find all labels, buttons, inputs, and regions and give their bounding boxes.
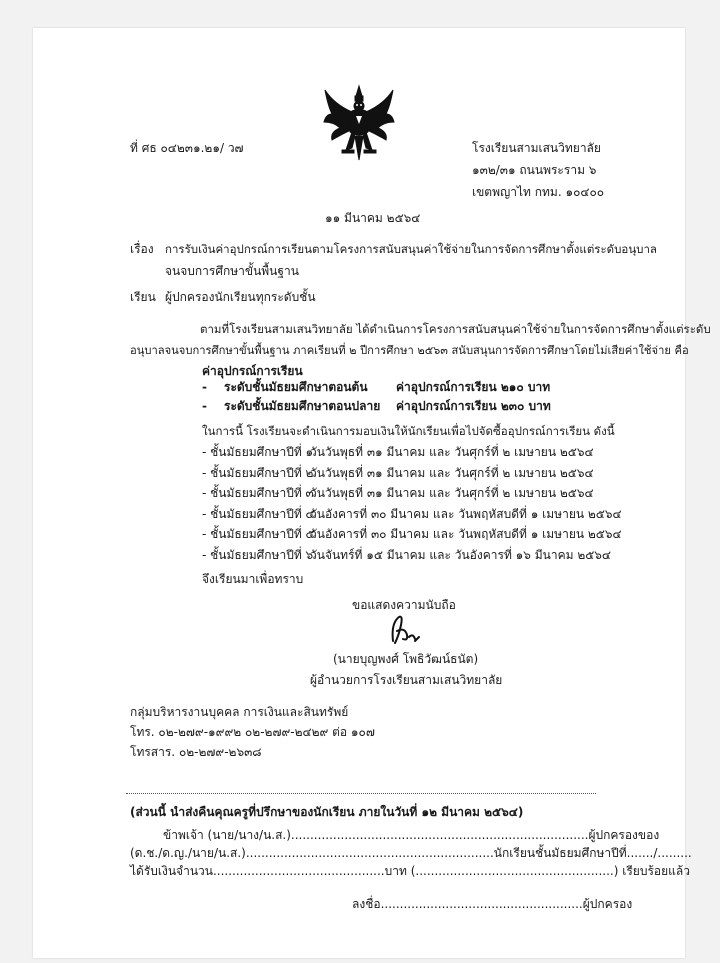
schedule-row <box>202 445 594 460</box>
reply-sign-line <box>352 897 632 912</box>
baht-label: บาท ( <box>384 864 416 878</box>
guardian-label: ผู้ปกครอง <box>582 897 633 911</box>
student-name-label: (ด.ช./ด.ญ./นาย/น.ส.) <box>130 846 246 860</box>
reference-number: ที่ ศธ ๐๔๒๓๑.๒๑/ ว๗ <box>130 141 244 155</box>
amount-label: ได้รับเงินจำนวน <box>130 864 213 878</box>
closing-line: จึงเรียนมาเพื่อทราบ <box>202 572 304 586</box>
schedule-grade: - ชั้นมัธยมศึกษาปีที่ ๔ <box>202 507 315 521</box>
recipient-label: เรียน <box>130 290 156 304</box>
subject-line-1: การรับเงินค่าอุปกรณ์การเรียนตามโครงการสนับสนุนค่าใช้จ่ายในการจัดการศึกษาตั้งแต่ระดับอนุบาล <box>165 242 657 256</box>
phone-number: โทร. ๐๒-๒๗๙-๑๙๙๒ ๐๒-๒๗๙-๒๔๒๙ ต่อ ๑๐๗ <box>130 725 375 739</box>
equipment-heading: ค่าอุปกรณ์การเรียน <box>202 364 303 378</box>
bullet: - <box>202 380 207 394</box>
schedule-row <box>202 486 594 501</box>
schedule-dates: วันจันทร์ที่ ๑๕ มีนาคม และ วันอังคารที่ ๑๖ มีนาคม ๒๕๖๔ <box>310 548 612 562</box>
level-amount: ค่าอุปกรณ์การเรียน ๒๓๐ บาท <box>396 399 551 413</box>
parent-of-label: ผู้ปกครองของ <box>588 828 660 842</box>
cut-line-divider <box>126 793 596 794</box>
document-date: ๑๑ มีนาคม ๒๕๖๔ <box>325 211 421 225</box>
equipment-row <box>202 399 551 414</box>
reply-line-2 <box>130 846 692 861</box>
reply-line-3 <box>130 864 690 879</box>
reply-line-1 <box>163 828 659 843</box>
schedule-row <box>202 507 622 522</box>
fax-number: โทรสาร. ๐๒-๒๗๙-๒๖๓๘ <box>130 745 262 759</box>
amount-text-field[interactable]: .................................................... <box>415 864 614 878</box>
reply-slip-heading: (ส่วนนี้ นำส่งคืนคุณครูที่ปรึกษาของนักเรียน ภายในวันที่ ๑๒ มีนาคม ๒๕๖๔) <box>130 805 524 819</box>
school-name: โรงเรียนสามเสนวิทยาลัย <box>472 141 601 155</box>
sign-field[interactable]: ..................................................... <box>380 897 583 911</box>
signer-position: ผู้อำนวยการโรงเรียนสามเสนวิทยาลัย <box>310 673 503 687</box>
schedule-grade: - ชั้นมัธยมศึกษาปีที่ ๑ <box>202 445 314 459</box>
level-name: ระดับชั้นมัธยมศึกษาตอนต้น <box>224 380 368 394</box>
parent-name-field[interactable]: .............................................................................. <box>290 828 589 842</box>
schedule-dates: วันอังคารที่ ๓๐ มีนาคม และ วันพฤหัสบดีที่ ๑ เมษายน ๒๕๖๔ <box>310 527 622 541</box>
grade-label: นักเรียนชั้นมัธยมศึกษาปีที่ <box>493 846 627 860</box>
schedule-grade: - ชั้นมัธยมศึกษาปีที่ ๓ <box>202 486 314 500</box>
schedule-intro: ในการนี้ โรงเรียนจะดำเนินการมอบเงินให้นักเรียนเพื่อไปจัดซื้ออุปกรณ์การเรียน ดังนี้ <box>202 424 615 438</box>
level-name: ระดับชั้นมัธยมศึกษาตอนปลาย <box>224 399 381 413</box>
amount-field[interactable]: ............................................. <box>212 864 385 878</box>
address-line-1: ๑๓๒/๓๑ ถนนพระราม ๖ <box>472 163 597 177</box>
equipment-row <box>202 380 550 395</box>
schedule-grade: - ชั้นมัธยมศึกษาปีที่ ๒ <box>202 466 314 480</box>
bullet: - <box>202 399 207 413</box>
parent-name-label: ข้าพเจ้า (นาย/นาง/น.ส.) <box>163 828 291 842</box>
regards-text: ขอแสดงความนับถือ <box>352 598 456 612</box>
schedule-grade: - ชั้นมัธยมศึกษาปีที่ ๖ <box>202 548 314 562</box>
student-name-field[interactable]: ................................................................. <box>245 846 494 860</box>
subject-label: เรื่อง <box>130 242 154 256</box>
schedule-row <box>202 548 611 563</box>
paragraph-line-1: ตามที่โรงเรียนสามเสนวิทยาลัย ได้ดำเนินการโครงการสนับสนุนค่าใช้จ่ายในการจัดการศึกษาตั้งแต่ระดับ <box>200 322 711 336</box>
schedule-dates: วันวันพุธที่ ๓๑ มีนาคม และ วันศุกร์ที่ ๒ เมษายน ๒๕๖๔ <box>310 445 594 459</box>
grade-field[interactable]: ......./......... <box>626 846 692 860</box>
schedule-dates: วันวันพุธที่ ๓๑ มีนาคม และ วันศุกร์ที่ ๒ เมษายน ๒๕๖๔ <box>310 486 594 500</box>
subject-line-2: จนจบการศึกษาขั้นพื้นฐาน <box>165 264 299 278</box>
schedule-dates: วันวันพุธที่ ๓๑ มีนาคม และ วันศุกร์ที่ ๒ เมษายน ๒๕๖๔ <box>310 466 594 480</box>
paragraph-line-2: อนุบาลจนจบการศึกษาขั้นพื้นฐาน ภาคเรียนที่ ๒ ปีการศึกษา ๒๕๖๓ สนับสนุนการจัดการศึกษาโดยไม่เสียค่าใช้จ่าย คือ <box>130 344 689 357</box>
schedule-row <box>202 466 594 481</box>
schedule-dates: วันอังคารที่ ๓๐ มีนาคม และ วันพฤหัสบดีที่ ๑ เมษายน ๒๕๖๔ <box>310 507 622 521</box>
schedule-grade: - ชั้นมัธยมศึกษาปีที่ ๕ <box>202 527 315 541</box>
received-label: ) เรียบร้อยแล้ว <box>613 864 690 878</box>
department-name: กลุ่มบริหารงานบุคคล การเงินและสินทรัพย์ <box>130 705 349 719</box>
signer-name: (นายบุญพงศ์ โพธิวัฒน์ธนัต) <box>333 652 479 666</box>
recipient-value: ผู้ปกครองนักเรียนทุกระดับชั้น <box>165 290 316 304</box>
level-amount: ค่าอุปกรณ์การเรียน ๒๑๐ บาท <box>396 380 551 394</box>
schedule-row <box>202 527 622 542</box>
sign-label: ลงชื่อ <box>352 897 381 911</box>
address-line-2: เขตพญาไท กทม. ๑๐๔๐๐ <box>472 185 605 199</box>
signature-icon <box>385 613 425 649</box>
garuda-emblem-icon <box>322 84 396 164</box>
